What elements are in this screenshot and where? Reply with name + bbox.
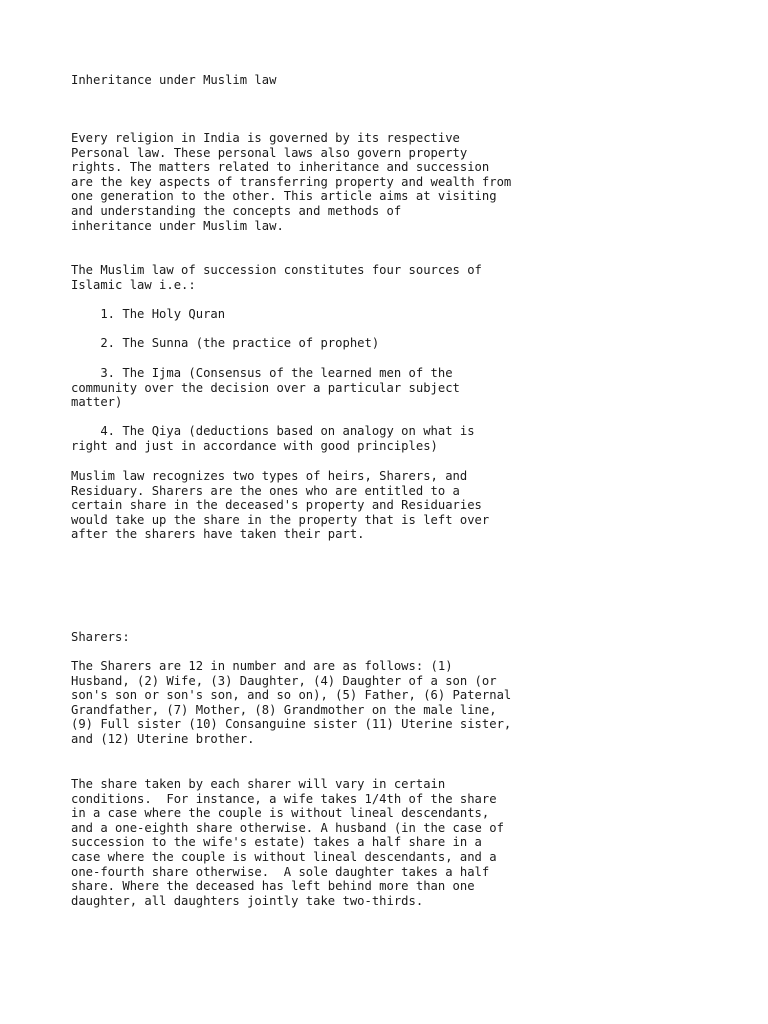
heirs-paragraph: Muslim law recognizes two types of heirs, Sharers, and Residuary. Sharers are the ones who are entitled to a certain share in the deceased's property and Residuaries would take up the share in the property that is left over after the sharers have taken their part. (71, 469, 490, 542)
source-item-1: 1. The Holy Quran (71, 307, 226, 321)
sources-intro-paragraph: The Muslim law of succession constitutes four sources of Islamic law i.e.: (71, 263, 482, 292)
sharers-list-paragraph: The Sharers are 12 in number and are as follows: (1) Husband, (2) Wife, (3) Daughter, (4) Daughter of a son (or son's son or son's son, and so on), (5) Father, (6) Paternal Grandfather, (7) Mother, (8) Grandmother on the male line, (9) Full sister (10) Consanguine sister (11) Uterine sister, and (12) Uterine brother. (71, 659, 512, 746)
sharers-heading: Sharers: (71, 630, 130, 644)
intro-paragraph: Every religion in India is governed by its respective Personal law. These personal laws also govern property rights. The matters related to inheritance and succession are the key aspects of transferring property and wealth from one generation to the other. This article aims at visiting and understanding the concepts and methods of inheritance under Muslim law. (71, 131, 512, 233)
source-item-2: 2. The Sunna (the practice of prophet) (71, 336, 380, 350)
source-item-4: 4. The Qiya (deductions based on analogy on what is right and just in accordance with good principles) (71, 424, 475, 453)
document-title: Inheritance under Muslim law (71, 73, 277, 87)
source-item-3: 3. The Ijma (Consensus of the learned men of the community over the decision over a particular subject matter) (71, 366, 460, 410)
share-conditions-paragraph: The share taken by each sharer will vary in certain conditions. For instance, a wife takes 1/4th of the share in a case where the couple is without lineal descendants, and a one-eighth share otherwise. A husband (in the case of succession to the wife's estate) takes a half share in a case where the couple is without lineal descendants, and a one-fourth share otherwise. A sole daughter takes a half share. Where the deceased has left behind more than one daughter, all daughters jointly take two-thirds. (71, 777, 504, 908)
